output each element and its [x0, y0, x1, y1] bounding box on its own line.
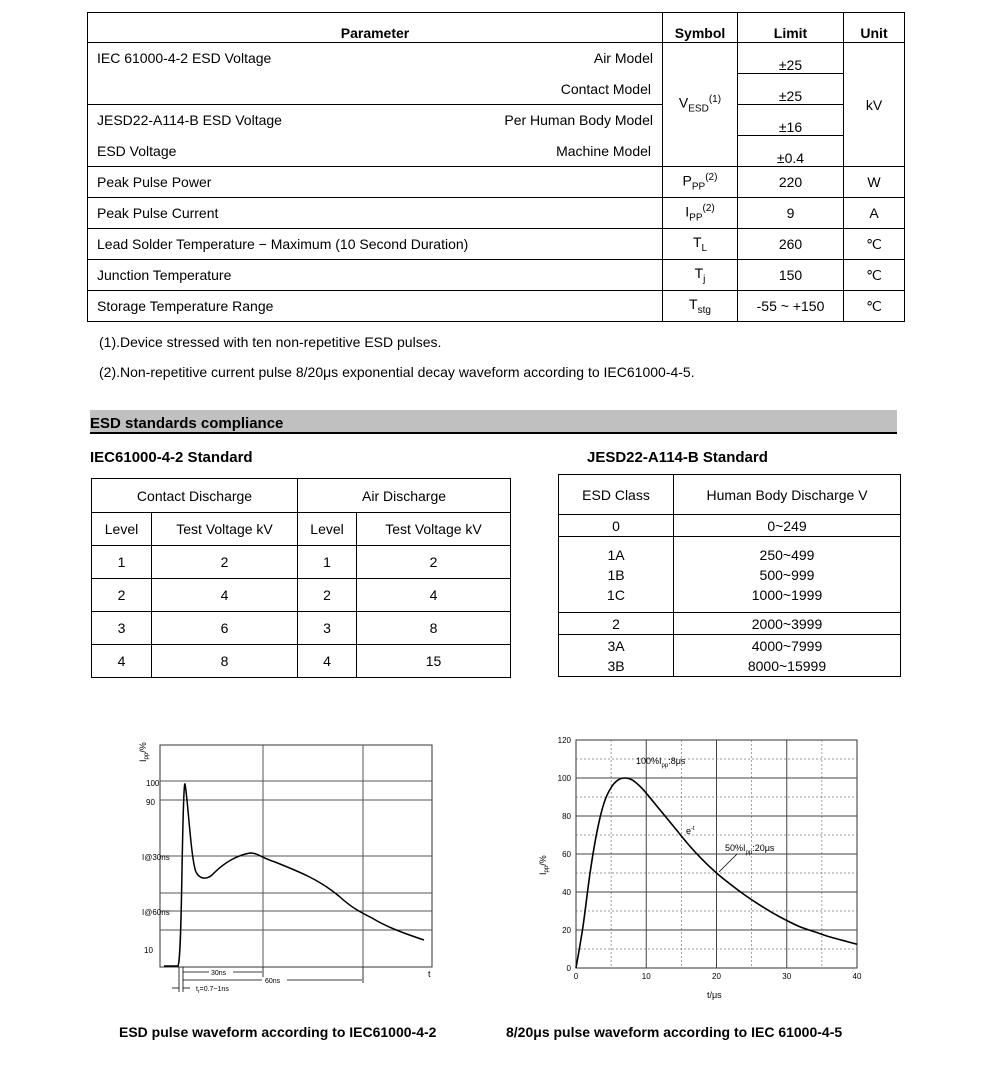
sym: V	[678, 94, 689, 111]
surge-waveform-caption: 8/20μs pulse waveform according to IEC 61000-4-5	[506, 1024, 843, 1040]
limit: 220	[738, 167, 844, 198]
param-name: Lead Solder Temperature − Maximum (10 Second Duration)	[88, 229, 663, 260]
header-symbol: Symbol	[663, 13, 738, 43]
limit: 150	[738, 260, 844, 291]
cell: 2	[92, 579, 152, 612]
col-class: ESD Class	[559, 475, 674, 515]
esd-x-label: t	[428, 969, 431, 979]
x-tick-label: 0	[573, 972, 579, 981]
limit-contact: ±25	[738, 74, 844, 105]
sym-sup: (1)	[708, 94, 722, 106]
limit: 260	[738, 229, 844, 260]
col-level: Level	[92, 513, 152, 546]
esd-row-4	[88, 136, 663, 167]
rating-row	[88, 167, 905, 198]
surge-waveform-chart	[530, 730, 870, 1005]
y-tick-label: 60	[562, 850, 571, 859]
cell: 3A 3B	[559, 635, 674, 677]
table-row	[559, 635, 901, 677]
unit: ℃	[844, 291, 905, 322]
esd-row-2	[88, 74, 663, 105]
half-leader-line	[719, 854, 737, 872]
sym-sub: ESD	[688, 103, 709, 115]
esd-row-3	[88, 105, 663, 136]
table-row	[559, 537, 901, 613]
param-model: Machine Model	[556, 142, 651, 159]
esd-30ns-label: 30ns	[211, 970, 227, 977]
cell: 8	[357, 612, 511, 645]
iec-standard-table	[91, 478, 511, 678]
cell: 4	[298, 645, 357, 678]
symbol: $P_{PP}^{(2)}$	[663, 167, 738, 198]
cell: 4000~7999 8000~15999	[674, 635, 901, 677]
cell: 6	[152, 612, 298, 645]
section-header-bar	[90, 410, 897, 434]
header-parameter: Parameter	[88, 13, 663, 43]
esd-y-label: $I_{pp}/\%$	[138, 742, 150, 762]
footnote-2: (2).Non-repetitive current pulse 8/20μs exponential decay waveform according to IEC61000-4-5.	[99, 364, 695, 380]
rating-row	[88, 260, 905, 291]
footnote-1: (1).Device stressed with ten non-repetitive ESD pulses.	[99, 334, 442, 350]
esd-tr-label: $t_r=0.7\sim 1ns$	[196, 986, 229, 995]
param-name: Peak Pulse Current	[88, 198, 663, 229]
rating-row	[88, 291, 905, 322]
y-tick-label: 0	[566, 964, 571, 973]
symbol: $T_L$	[663, 229, 738, 260]
exp-annotation: $e^{-t}$	[686, 826, 695, 836]
x-tick-label: 40	[852, 972, 862, 981]
x-tick-label: 10	[641, 972, 651, 981]
y-tick-10: 10	[144, 946, 153, 955]
unit: W	[844, 167, 905, 198]
param-name: Storage Temperature Range	[88, 291, 663, 322]
param-name: Junction Temperature	[88, 260, 663, 291]
y-tick-label: 20	[562, 926, 571, 935]
cell: 4	[152, 579, 298, 612]
col-voltage: Human Body Discharge V	[674, 475, 901, 515]
param-model: Per Human Body Model	[504, 112, 653, 129]
param-name: IEC 61000-4-2 ESD Voltage	[97, 50, 272, 67]
jesd-standard-table	[558, 474, 901, 677]
cell: 4	[92, 645, 152, 678]
cell: 4	[357, 579, 511, 612]
col-voltage: Test Voltage kV	[152, 513, 298, 546]
cell: 3	[298, 612, 357, 645]
param-model: Contact Model	[560, 80, 651, 97]
y-tick-label: 40	[562, 888, 571, 897]
cell: 8	[152, 645, 298, 678]
group-contact: Contact Discharge	[92, 479, 298, 513]
esd-grid	[160, 745, 432, 967]
header-limit: Limit	[738, 13, 844, 43]
table-row	[92, 579, 511, 612]
cell: 2	[559, 613, 674, 635]
table-row	[92, 645, 511, 678]
table-row	[92, 546, 511, 579]
x-tick-label: 30	[782, 972, 792, 981]
cell: 0	[559, 515, 674, 537]
cell: 1	[92, 546, 152, 579]
esd-waveform-caption: ESD pulse waveform according to IEC61000-4-2	[119, 1024, 437, 1040]
cell: 250~499 500~999 1000~1999	[674, 537, 901, 613]
limit: -55 ~ +150	[738, 291, 844, 322]
y-tick-90: 90	[146, 798, 155, 807]
cell: 2	[357, 546, 511, 579]
surge-grid	[576, 740, 857, 968]
esd-symbol	[663, 43, 738, 167]
limit-mm: ±0.4	[738, 136, 844, 167]
group-air: Air Discharge	[298, 479, 511, 513]
cell: 0~249	[674, 515, 901, 537]
peak-annotation: $100\%I_{pp}:8\mu s$	[636, 756, 686, 769]
esd-y-ticks	[142, 779, 170, 955]
param-name: ESD Voltage	[97, 142, 177, 159]
unit: A	[844, 198, 905, 229]
esd-row-1	[88, 43, 663, 74]
table-row	[92, 612, 511, 645]
cell: 1	[298, 546, 357, 579]
cell: 2	[298, 579, 357, 612]
table-row	[559, 515, 901, 537]
iec-standard-title: IEC61000-4-2 Standard	[90, 449, 253, 466]
limit-hbm: ±16	[738, 105, 844, 136]
unit: ℃	[844, 229, 905, 260]
cell: 1A 1B 1C	[559, 537, 674, 613]
limit: 9	[738, 198, 844, 229]
surge-y-label: $I_{pp}/\%$	[538, 855, 550, 875]
esd-unit: kV	[844, 43, 905, 167]
symbol: $I_{PP}^{(2)}$	[663, 198, 738, 229]
maximum-ratings-table	[87, 12, 905, 322]
section-title: ESD standards compliance	[90, 415, 284, 432]
half-annotation: $50\%I_{pp}:20\mu s$	[725, 843, 775, 856]
x-tick-label: 20	[712, 972, 721, 981]
y-tick-i30: I@30ns	[142, 853, 170, 862]
surge-x-label: t/μs	[707, 990, 722, 1000]
col-level: Level	[298, 513, 357, 546]
param-name: JESD22-A114-B ESD Voltage	[97, 112, 282, 129]
param-model: Air Model	[593, 50, 653, 67]
param-name: Peak Pulse Power	[88, 167, 663, 198]
y-tick-label: 100	[557, 774, 571, 783]
limit-air: ±25	[738, 43, 844, 74]
symbol: $T_{stg}$	[663, 291, 738, 322]
y-tick-label: 120	[557, 736, 571, 745]
surge-ticks	[558, 736, 862, 981]
cell: 2	[152, 546, 298, 579]
symbol: $T_j$	[663, 260, 738, 291]
esd-waveform-chart	[120, 735, 450, 1005]
col-voltage: Test Voltage kV	[357, 513, 511, 546]
header-unit: Unit	[844, 13, 905, 43]
y-tick-i60: I@60ns	[142, 908, 170, 917]
table-row	[559, 613, 901, 635]
esd-60ns-label: 60ns	[265, 978, 281, 985]
unit: ℃	[844, 260, 905, 291]
rating-row	[88, 229, 905, 260]
jesd-standard-title: JESD22-A114-B Standard	[587, 449, 768, 466]
cell: 2000~3999	[674, 613, 901, 635]
y-tick-label: 80	[562, 812, 571, 821]
y-tick-100: 100	[146, 779, 160, 788]
cell: 15	[357, 645, 511, 678]
esd-pulse-curve	[164, 784, 424, 966]
cell: 3	[92, 612, 152, 645]
rating-row	[88, 198, 905, 229]
